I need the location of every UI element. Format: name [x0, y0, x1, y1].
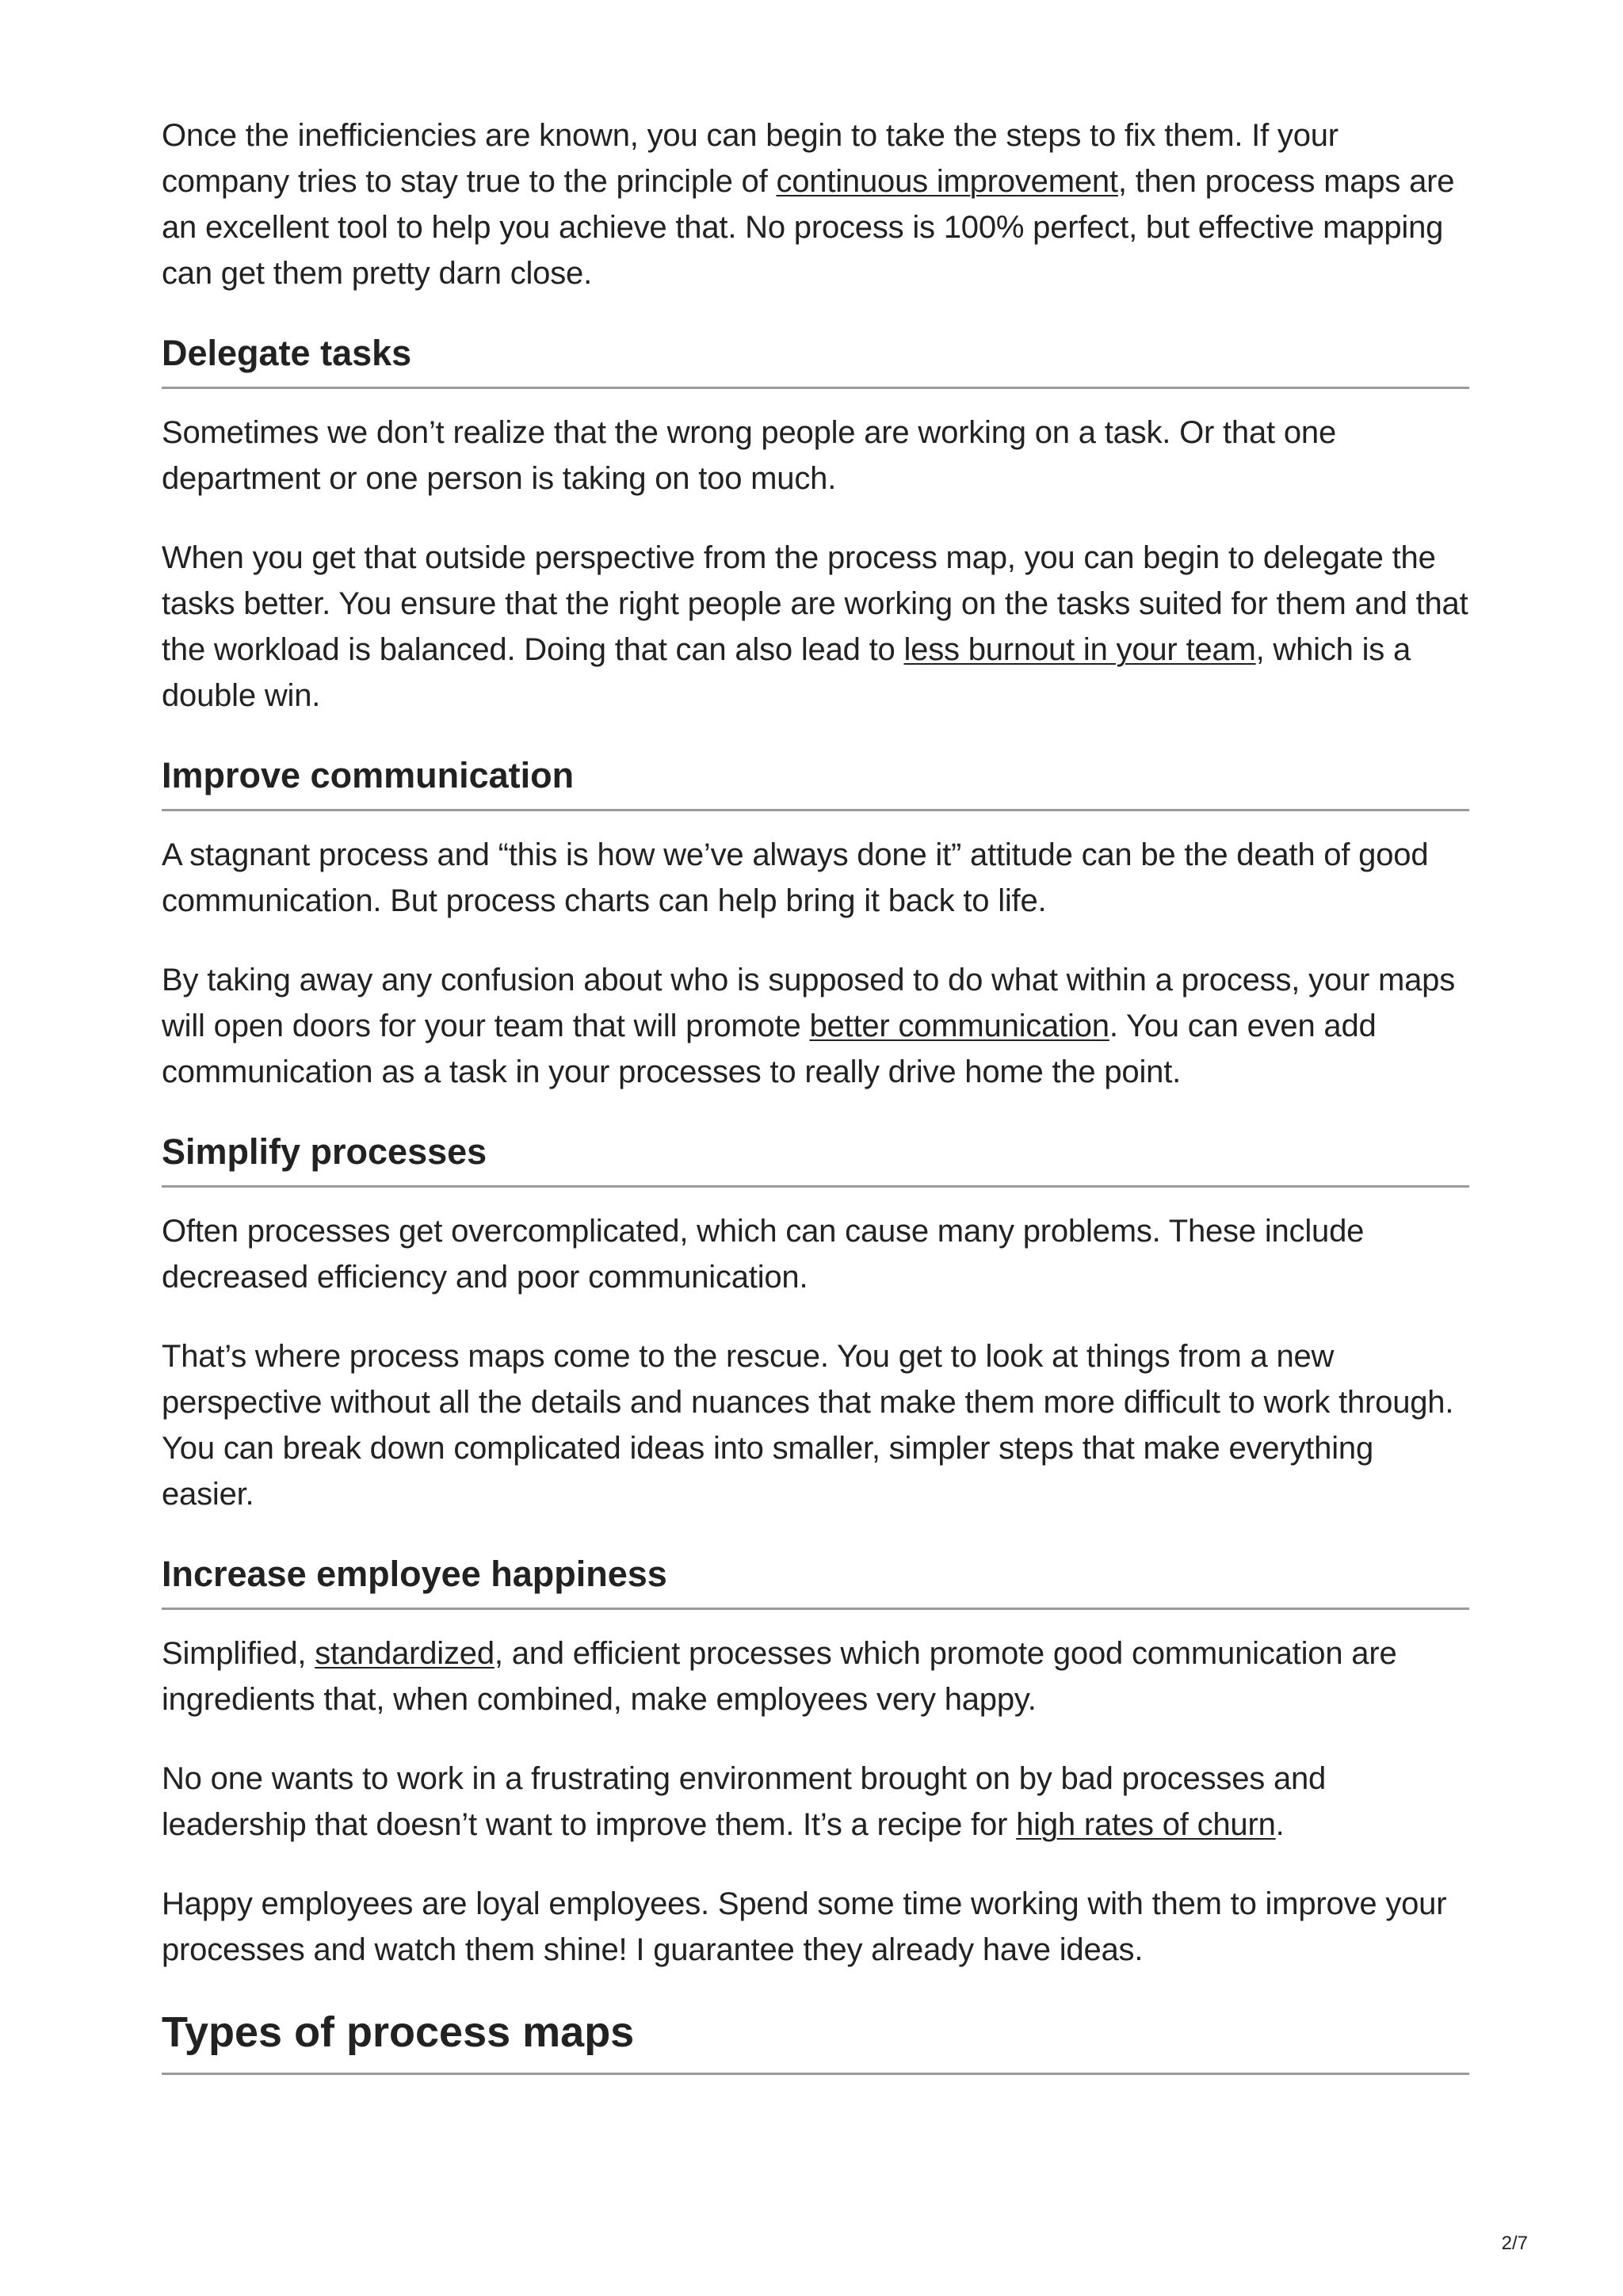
less-burnout-link[interactable]: less burnout in your team	[903, 632, 1256, 667]
happiness-paragraph-3: Happy employees are loyal employees. Spend some time working with them to improve your processes and watch them shine! I guarantee they already have ideas.	[162, 1886, 1447, 1967]
intro-text-a: Once the inefficiencies are known, you can begin to take the steps to fix them. If your company tries to stay true to the principle of	[162, 118, 1338, 199]
happiness-paragraph-2	[162, 1756, 1469, 1848]
happiness-text-b: , and efficient processes which promote good communication are ingredients that, when combined, make employees very happy.	[162, 1636, 1397, 1717]
heading-improve-communication: Improve communication	[162, 752, 1469, 811]
delegate-paragraph-2	[162, 535, 1469, 719]
delegate-text-a: When you get that outside perspective from the process map, you can begin to delegate the tasks better. You ensure that the right people are working on the tasks suited for them and that the workload is balanced. Doing that can also lead to	[162, 540, 1468, 667]
better-communication-link[interactable]: better communication	[809, 1009, 1109, 1043]
high-rates-of-churn-link[interactable]: high rates of churn	[1016, 1807, 1276, 1842]
happiness-text-a: Simplified,	[162, 1636, 315, 1671]
standardized-link[interactable]: standardized	[315, 1636, 495, 1671]
simplify-paragraph-2: That’s where process maps come to the rescue. You get to look at things from a new perspective without all the details and nuances that make them more difficult to work through. You can break down complicated ideas into smaller, simpler steps that make everything easier.	[162, 1339, 1454, 1512]
heading-simplify-processes: Simplify processes	[162, 1128, 1469, 1188]
happiness-2-text-b: .	[1275, 1807, 1285, 1842]
delegate-paragraph-1: Sometimes we don’t realize that the wrong people are working on a task. Or that one department or one person is taking on too much.	[162, 415, 1336, 496]
simplify-paragraph-1: Often processes get overcomplicated, which can cause many problems. These include decreased efficiency and poor communication.	[162, 1214, 1365, 1295]
heading-increase-employee-happiness: Increase employee happiness	[162, 1550, 1469, 1610]
delegate-text-b: , which is a double win.	[162, 632, 1411, 713]
heading-types-of-process-maps: Types of process maps	[162, 2006, 1469, 2075]
continuous-improvement-link[interactable]: continuous improvement	[776, 164, 1118, 199]
article-body	[162, 113, 1469, 2075]
page-number: 2/7	[1501, 2233, 1528, 2254]
communication-text-b: . You can even add communication as a task in your processes to really drive home the point.	[162, 1009, 1377, 1089]
intro-text-b: , then process maps are an excellent tool to help you achieve that. No process is 100% perfect, but effective mapping can get them pretty darn close.	[162, 164, 1455, 291]
communication-paragraph-1: A stagnant process and “this is how we’ve always done it” attitude can be the death of good communication. But process charts can help bring it back to life.	[162, 837, 1429, 918]
communication-paragraph-2	[162, 957, 1469, 1095]
communication-text-a: By taking away any confusion about who is supposed to do what within a process, your maps will open doors for your team that will promote	[162, 963, 1456, 1043]
heading-delegate-tasks: Delegate tasks	[162, 330, 1469, 389]
intro-paragraph	[162, 113, 1469, 296]
happiness-2-text-a: No one wants to work in a frustrating environment brought on by bad processes and leadership that doesn’t want to improve them. It’s a recipe for	[162, 1761, 1327, 1842]
happiness-paragraph-1	[162, 1630, 1469, 1722]
